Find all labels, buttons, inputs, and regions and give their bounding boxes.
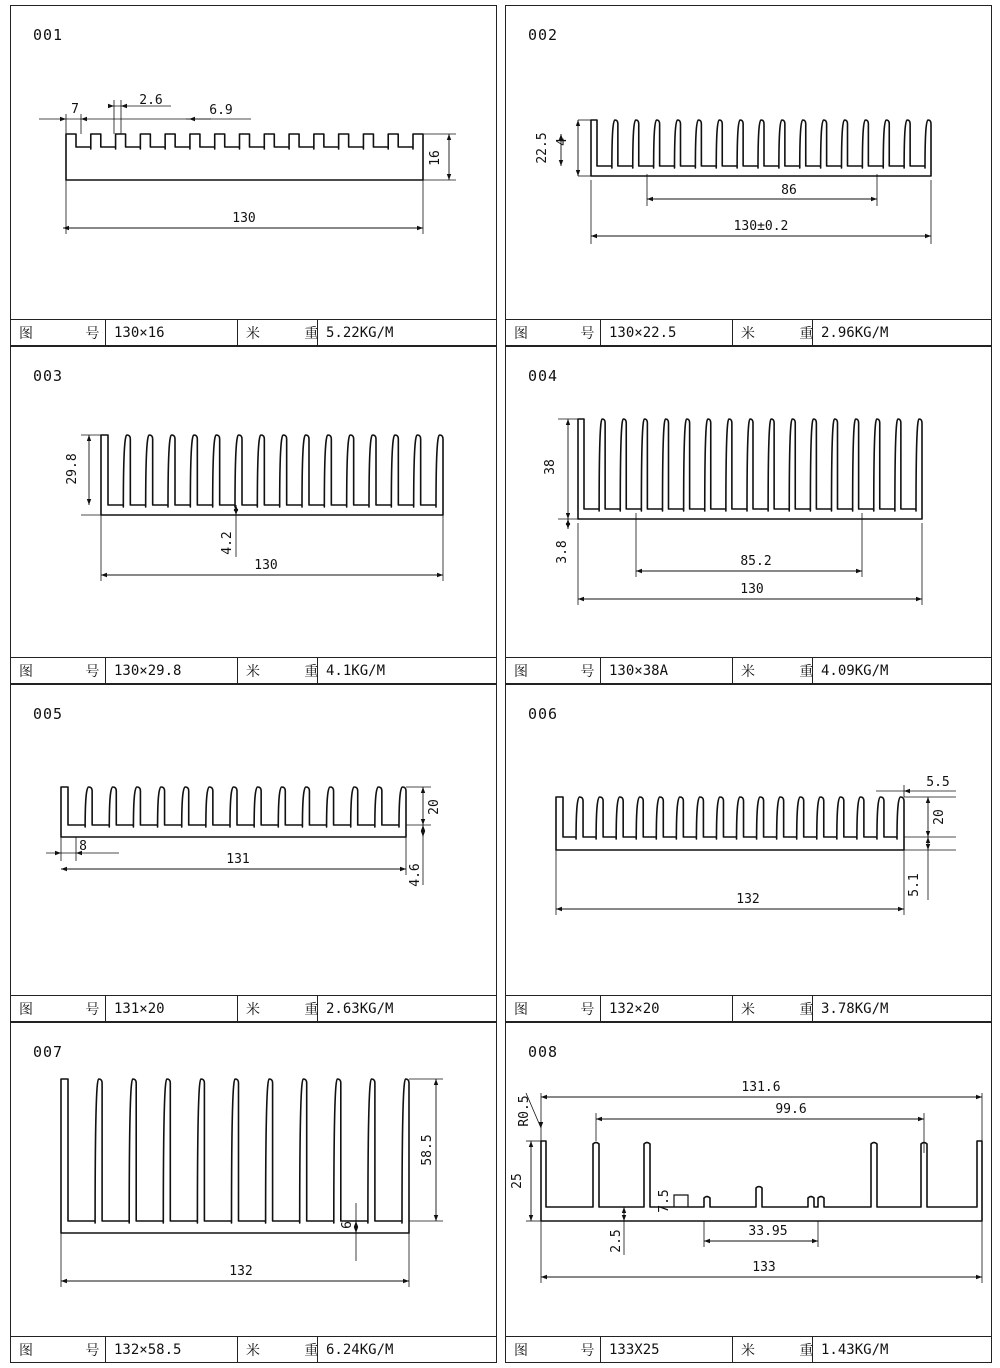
spec-row: [11, 319, 496, 345]
dim-base: 5.1: [907, 873, 922, 897]
profile-panel-006: [505, 684, 992, 1022]
dim-base: 4.2: [220, 531, 235, 555]
heatsink-profile: [578, 419, 922, 519]
profile-panel-005: [10, 684, 497, 1022]
heatsink-profile: [541, 1141, 982, 1221]
weight-label: 米 重: [733, 320, 813, 345]
model-value: 132×20: [601, 996, 733, 1021]
profile-panel-008: [505, 1022, 992, 1363]
profile-number: 004: [528, 367, 559, 385]
dim-width: 132: [736, 892, 760, 907]
dim-slot-spacing: 86: [781, 183, 797, 198]
model-label: 图 号: [506, 320, 601, 345]
profile-panel-002: [505, 5, 992, 346]
model-label: 图 号: [11, 996, 106, 1021]
spec-row: [506, 319, 991, 345]
heatsink-profile: [66, 134, 423, 180]
weight-label: 米 重: [238, 658, 318, 683]
dim-inner-span: 99.6: [775, 1102, 807, 1117]
profile-panel-001: [10, 5, 497, 346]
dim-pitch: 6.9: [209, 103, 233, 118]
dim-height: 58.5: [420, 1134, 435, 1166]
profile-drawing: [11, 6, 498, 321]
dim-fin-width: 5.5: [926, 775, 950, 790]
weight-value: 4.09KG/M: [821, 662, 889, 679]
weight-value: 4.1KG/M: [326, 662, 386, 679]
profile-drawing: [506, 347, 993, 659]
model-value: 130×22.5: [601, 320, 733, 345]
profile-number: 005: [33, 705, 64, 723]
model-label: 图 号: [11, 658, 106, 683]
profile-drawing: [11, 685, 498, 997]
heatsink-profile: [556, 797, 904, 850]
weight-value: 2.96KG/M: [821, 324, 889, 341]
profile-panel-003: [10, 346, 497, 684]
dim-height: 20: [932, 809, 947, 825]
dim-width: 130: [740, 582, 764, 597]
heatsink-profile: [101, 435, 443, 515]
profile-drawing: [506, 6, 993, 321]
dim-width: 132: [229, 1264, 253, 1279]
dim-base: 4.6: [408, 863, 423, 887]
profile-panel-004: [505, 346, 992, 684]
dim-radius: R0.5: [517, 1095, 532, 1127]
weight-label: 米 重: [238, 1337, 318, 1362]
spec-row: [506, 1336, 991, 1362]
spec-row: [11, 995, 496, 1021]
profile-panel-007: [10, 1022, 497, 1363]
profile-number: 003: [33, 367, 64, 385]
dim-slot-spacing: 85.2: [740, 554, 772, 569]
weight-value: 5.22KG/M: [326, 324, 394, 341]
dim-base: 6: [340, 1221, 355, 1229]
dim-width: 130: [232, 211, 256, 226]
dim-height: 29.8: [65, 453, 80, 485]
profile-number: 007: [33, 1043, 64, 1061]
profile-drawing: [506, 685, 993, 997]
dim-width: 130: [254, 558, 278, 573]
heatsink-profile: [591, 120, 931, 176]
dim-fin-width: 8: [79, 839, 87, 854]
weight-label: 米 重: [733, 658, 813, 683]
model-label: 图 号: [506, 658, 601, 683]
heatsink-profile: [61, 1079, 409, 1233]
heatsink-profile: [61, 787, 406, 837]
dim-base: 2.5: [609, 1229, 624, 1253]
profile-number: 008: [528, 1043, 559, 1061]
dim-span: 131.6: [741, 1080, 781, 1095]
dim-step-spacing: 33.95: [748, 1224, 788, 1239]
dim-height: 16: [428, 150, 443, 166]
model-value: 133X25: [601, 1337, 733, 1362]
model-value: 131×20: [106, 996, 238, 1021]
model-value: 130×29.8: [106, 658, 238, 683]
weight-label: 米 重: [238, 320, 318, 345]
model-label: 图 号: [506, 996, 601, 1021]
spec-row: [506, 995, 991, 1021]
weight-value: 6.24KG/M: [326, 1341, 394, 1358]
weight-value: 3.78KG/M: [821, 1000, 889, 1017]
dim-width: 133: [752, 1260, 776, 1275]
dim-height: 22.5: [535, 132, 550, 164]
spec-row: [11, 657, 496, 683]
dim-width: 130±0.2: [733, 219, 789, 234]
model-label: 图 号: [506, 1337, 601, 1362]
dim-fin-width: 7: [71, 102, 79, 117]
dim-base: 4: [555, 138, 570, 146]
model-value: 130×16: [106, 320, 238, 345]
dim-width: 131: [226, 852, 250, 867]
weight-label: 米 重: [733, 996, 813, 1021]
weight-value: 2.63KG/M: [326, 1000, 394, 1017]
profile-drawing: [11, 347, 498, 659]
dim-step-height: 7.5: [657, 1189, 672, 1213]
model-value: 132×58.5: [106, 1337, 238, 1362]
profile-number: 006: [528, 705, 559, 723]
dim-height: 20: [427, 799, 442, 815]
spec-row: [506, 657, 991, 683]
profile-drawing: [11, 1023, 498, 1338]
model-value: 130×38A: [601, 658, 733, 683]
profile-number: 002: [528, 26, 559, 44]
model-label: 图 号: [11, 1337, 106, 1362]
dim-base: 3.8: [555, 540, 570, 564]
model-label: 图 号: [11, 320, 106, 345]
spec-row: [11, 1336, 496, 1362]
profile-number: 001: [33, 26, 64, 44]
weight-value: 1.43KG/M: [821, 1341, 889, 1358]
dim-height: 25: [510, 1173, 525, 1189]
profile-drawing: [506, 1023, 993, 1338]
weight-label: 米 重: [733, 1337, 813, 1362]
weight-label: 米 重: [238, 996, 318, 1021]
dim-height: 38: [543, 459, 558, 475]
dim-gap: 2.6: [139, 93, 163, 108]
